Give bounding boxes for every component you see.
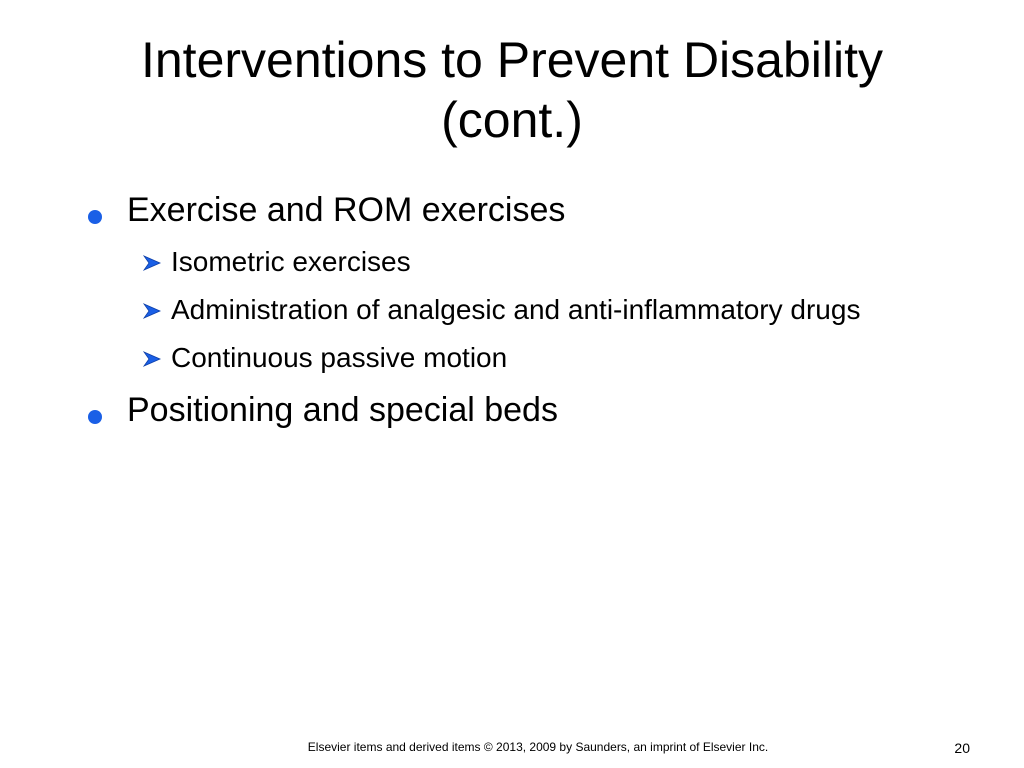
copyright-footer: Elsevier items and derived items © 2013, 2009 by Saunders, an imprint of Elsevier Inc. <box>307 740 769 754</box>
bullet-text: Positioning and special beds <box>127 391 558 429</box>
arrowhead-icon <box>143 255 161 271</box>
arrowhead-icon <box>143 303 161 319</box>
sub-bullet-item <box>129 338 964 378</box>
bullet-text: Exercise and ROM exercises <box>127 191 566 229</box>
page-number: 20 <box>954 740 970 756</box>
bullet-dot-icon <box>88 410 102 424</box>
arrowhead-icon <box>143 351 161 367</box>
slide-title-line1: Interventions to Prevent Disability <box>140 32 884 88</box>
bullet-item <box>84 390 964 430</box>
slide-title <box>40 30 984 150</box>
sub-bullet-text: Continuous passive motion <box>171 342 508 373</box>
bullet-item <box>84 190 964 230</box>
slide-content <box>84 190 964 430</box>
bullet-dot-icon <box>88 210 102 224</box>
sub-bullet-text: Isometric exercises <box>171 246 411 277</box>
sub-bullet-item <box>129 242 964 282</box>
slide-title-line2: (cont.) <box>441 92 583 148</box>
sub-bullet-text: Administration of analgesic and anti-inflammatory drugs <box>171 294 861 325</box>
sub-bullet-list <box>84 242 964 378</box>
sub-bullet-item <box>129 290 964 330</box>
